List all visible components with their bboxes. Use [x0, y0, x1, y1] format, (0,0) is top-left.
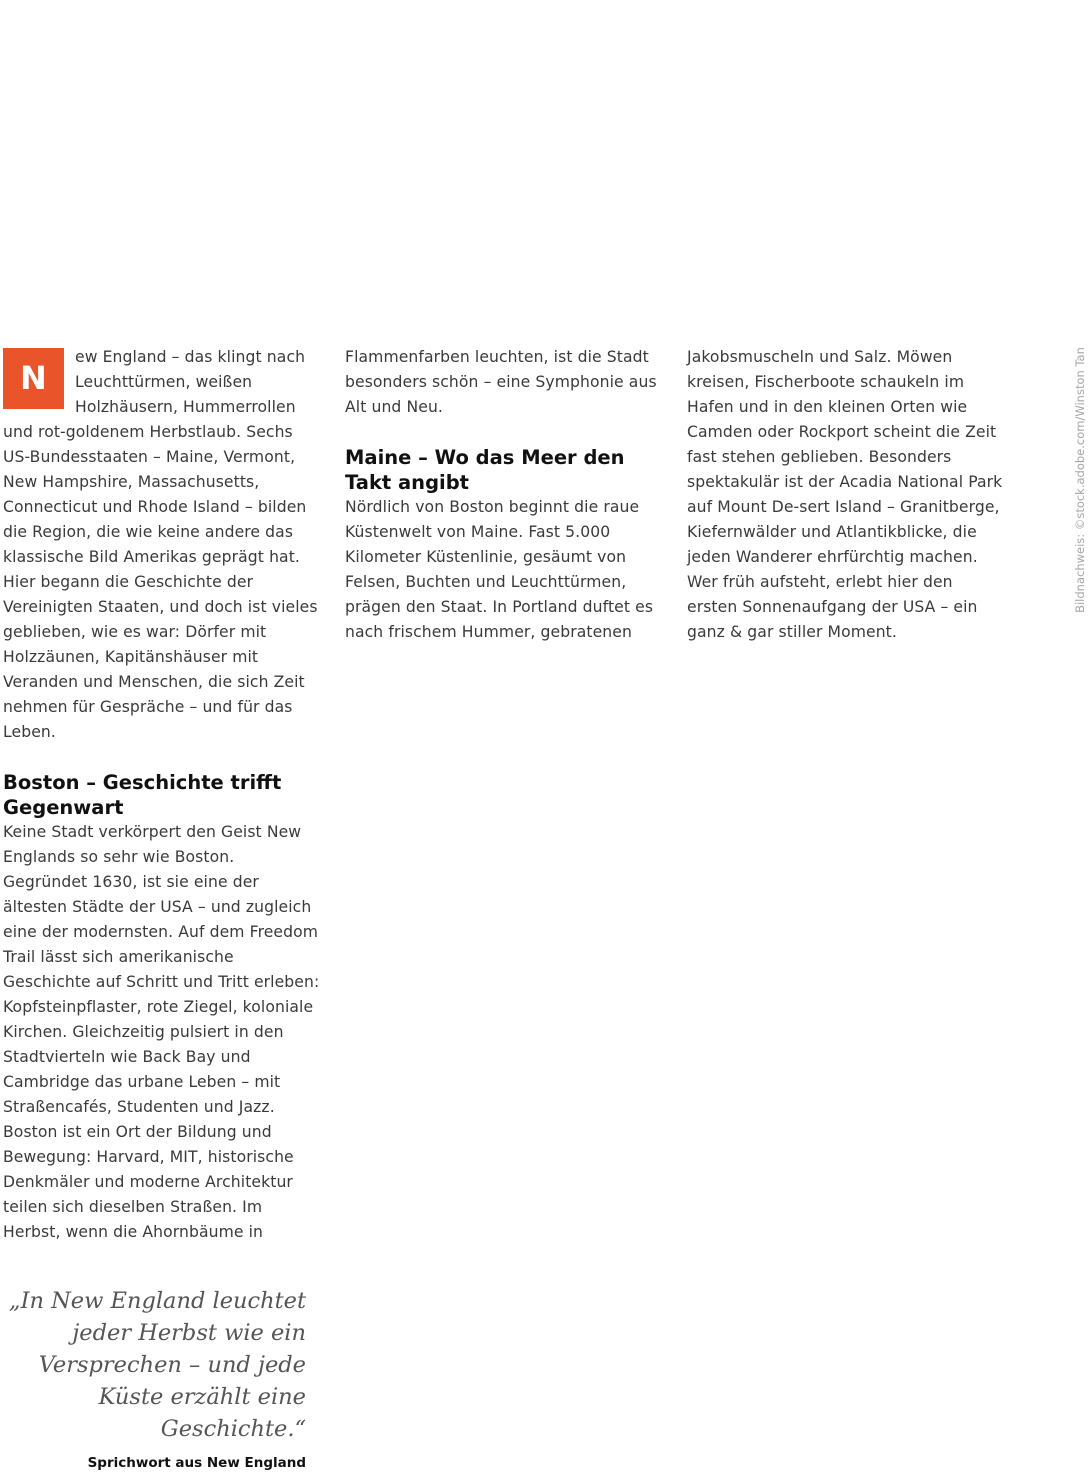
maine-paragraph: Nördlich von Boston beginnt die raue Küstenwelt von Maine. Fast 5.000 Kilometer Küstenlinie, gesäumt von Felsen, Buchten und Leuchttürmen, prägen den Staat. In Portland duftet es nach frischem Hummer, gebratenen	[345, 498, 654, 641]
photo-credit-text: Bildnachweis: ©stock.adobe.com/Winston Tan	[1073, 347, 1087, 613]
quote-source: Sprichwort aus New England	[87, 1455, 306, 1471]
quote-text: „In New England leuchtet jeder Herbst wie ein Versprechen – und jede Küste erzählt eine Geschichte.“	[8, 1288, 306, 1442]
boston-heading: Boston – Geschichte trifft Gegenwart	[3, 771, 282, 819]
boston-paragraph-continued: Flammenfarben leuchten, ist die Stadt besonders schön – eine Symphonie aus Alt und Neu.	[345, 348, 657, 416]
article-column-3	[687, 345, 1005, 645]
boston-paragraph: Keine Stadt verkörpert den Geist New Englands so sehr wie Boston. Gegründet 1630, ist sie eine der ältesten Städte der USA – und zugleich eine der modernsten. Auf dem Freedom Trail lässt sich amerikanische Geschichte auf Schritt und Tritt erleben: Kopfsteinpflaster, rote Ziegel, koloniale Kirchen. Gleichzeitig pulsiert in den Stadtvierteln wie Back Bay und Cambridge das urbane Leben – mit Straßencafés, Studenten und Jazz. Boston ist ein Ort der Bildung und Bewegung: Harvard, MIT, historische Denkmäler und moderne Architektur teilen sich dieselben Straßen. Im Herbst, wenn die Ahornbäume in	[3, 823, 320, 1241]
pull-quote	[3, 1285, 306, 1473]
article-column-1	[3, 345, 321, 1245]
photo-credit	[1072, 336, 1088, 624]
maine-heading: Maine – Wo das Meer den Takt angibt	[345, 446, 625, 494]
article-column-2	[345, 345, 663, 645]
dropcap: N	[3, 348, 64, 409]
maine-paragraph-continued: Jakobsmuscheln und Salz. Möwen kreisen, Fischerboote schaukeln im Hafen und in den kleinen Orten wie Camden oder Rockport scheint die Zeit fast stehen geblieben. Besonders spektakulär ist der Acadia National Park auf Mount De-sert Island – Granitberge, Kiefernwälder und Atlantikblicke, die jeden Wanderer ehrfürchtig machen. Wer früh aufsteht, erlebt hier den ersten Sonnenaufgang der USA – ein ganz & gar stiller Moment.	[687, 348, 1003, 641]
intro-text: ew England – das klingt nach Leuchttürmen, weißen Holzhäusern, Hummerrollen und rot-goldenem Herbstlaub. Sechs US-Bundesstaaten – Maine, Vermont, New Hampshire, Massachusetts, Connecticut und Rhode Island – bilden die Region, die wie keine andere das klassische Bild Amerikas geprägt hat. Hier begann die Geschichte der Vereinigten Staaten, und doch ist vieles geblieben, wie es war: Dörfer mit Holzzäunen, Kapitänshäuser mit Veranden und Menschen, die sich Zeit nehmen für Gespräche – und für das Leben.	[3, 348, 318, 741]
intro-paragraph	[3, 345, 321, 745]
